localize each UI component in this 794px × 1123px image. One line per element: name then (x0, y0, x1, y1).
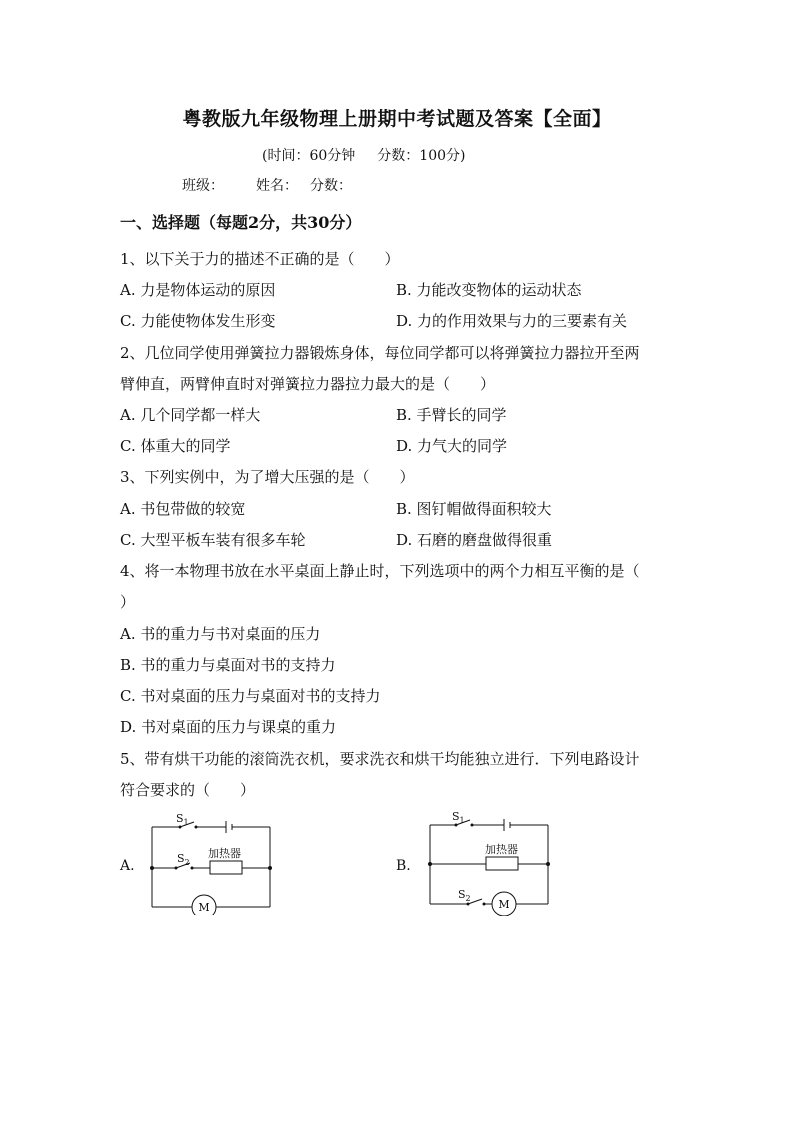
question-4-option-b: B. 书的重力与桌面对书的支持力 (120, 656, 336, 674)
question-3-option-c: C. 大型平板车装有很多车轮 (120, 531, 306, 549)
question-1-option-a: A. 力是物体运动的原因 (120, 281, 276, 299)
question-3-option-a: A. 书包带做的较宽 (120, 500, 246, 518)
question-4-option-c: C. 书对桌面的压力与桌面对书的支持力 (120, 687, 381, 705)
junction-dot (150, 866, 154, 870)
junction-dot (546, 862, 550, 866)
question-3-stem: 3、下列实例中，为了增大压强的是（ ） (120, 468, 415, 486)
question-4-option-a: A. 书的重力与书对桌面的压力 (120, 625, 321, 643)
question-3-option-d: D. 石磨的磨盘做得很重 (396, 531, 553, 549)
question-5-stem-line1: 5、带有烘干功能的滚筒洗衣机，要求洗衣和烘干均能独立进行．下列电路设计 (120, 750, 640, 768)
heater-label: 加热器 (208, 847, 241, 860)
class-label: 班级： (182, 178, 224, 194)
switch-s2-label: $S_2$ (177, 852, 190, 867)
junction-dot (268, 866, 272, 870)
switch-s1-label: $S_1$ (452, 810, 465, 825)
exam-time: (时间：60分钟 (262, 148, 356, 164)
exam-meta (262, 145, 465, 165)
switch-s1-label: $S_1$ (176, 812, 189, 827)
question-2-option-b: B. 手臂长的同学 (396, 406, 507, 424)
question-1-option-b: B. 力能改变物体的运动状态 (396, 281, 582, 299)
page-title: 粤教版九年级物理上册期中考试题及答案【全面】 (182, 108, 612, 130)
question-2-option-c: C. 体重大的同学 (120, 437, 231, 455)
heater-label: 加热器 (485, 843, 518, 856)
question-4-stem-line2: ） (120, 593, 136, 611)
junction-dot (428, 862, 432, 866)
question-2-option-d: D. 力气大的同学 (396, 437, 508, 455)
student-info (182, 175, 352, 195)
question-2-stem-line2: 臂伸直，两臂伸直时对弹簧拉力器拉力最大的是（ ） (120, 375, 496, 393)
circuit-b-label: B. (396, 858, 411, 874)
question-2-option-a: A. 几个同学都一样大 (120, 406, 261, 424)
section-heading: 一、选择题（每题2分，共30分） (120, 213, 362, 232)
question-5-stem-line2: 符合要求的（ ） (120, 781, 256, 799)
circuit-b-diagram (418, 806, 558, 916)
circuit-a-diagram (140, 810, 280, 915)
switch-s2-label: $S_2$ (458, 888, 471, 903)
question-1-option-d: D. 力的作用效果与力的三要素有关 (396, 312, 628, 330)
name-label: 姓名： (256, 178, 298, 194)
question-4-option-d: D. 书对桌面的压力与课桌的重力 (120, 718, 337, 736)
motor-label: M (198, 901, 210, 914)
motor-label: M (498, 898, 510, 911)
question-1-stem: 1、以下关于力的描述不正确的是（ ） (120, 250, 400, 268)
circuit-a-label: A. (120, 858, 135, 874)
question-3-option-b: B. 图钉帽做得面积较大 (396, 500, 552, 518)
exam-score: 分数：100分) (377, 148, 466, 164)
score-label: 分数： (310, 178, 352, 194)
question-4-stem-line1: 4、将一本物理书放在水平桌面上静止时，下列选项中的两个力相互平衡的是（ (120, 562, 640, 580)
question-1-option-c: C. 力能使物体发生形变 (120, 312, 276, 330)
question-2-stem-line1: 2、几位同学使用弹簧拉力器锻炼身体，每位同学都可以将弹簧拉力器拉开至两 (120, 344, 640, 362)
